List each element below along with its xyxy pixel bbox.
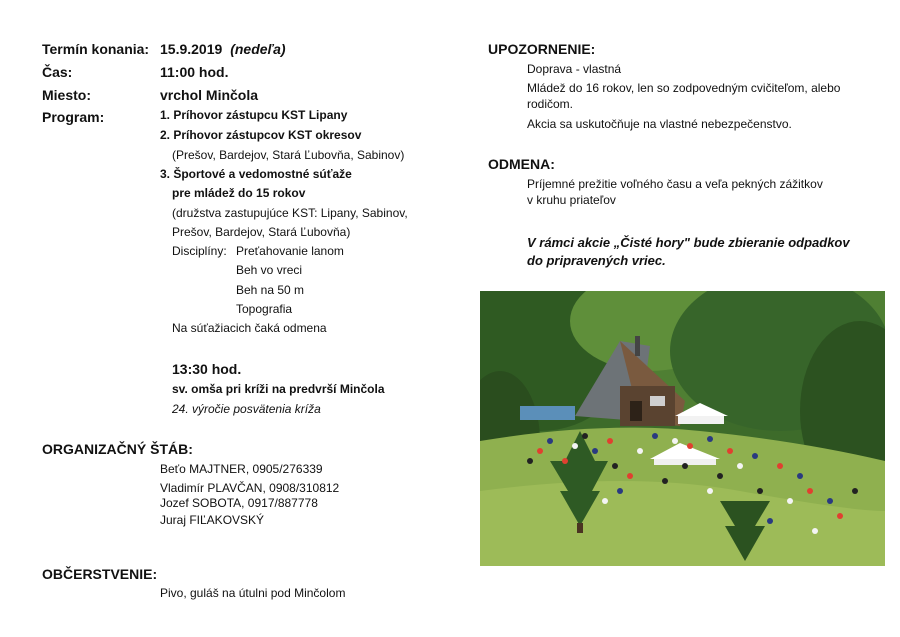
anniversary-text: 24. výročie posvätenia kríža <box>172 402 321 416</box>
mass-text: sv. omša pri kríži na predvrší Minčola <box>172 382 385 396</box>
reward-line-2: v kruhu priateľov <box>527 193 616 207</box>
staff-member: Beťo MAJTNER, 0905/276339 <box>160 462 323 476</box>
staff-member: Juraj FIĽAKOVSKÝ <box>160 513 265 527</box>
cleanup-line-2: do pripravených vriec. <box>527 253 666 268</box>
date-label: Termín konania: <box>42 41 150 57</box>
date-day: (nedeľa) <box>230 41 286 57</box>
program-item-3-note1: (družstva zastupujúce KST: Lipany, Sabinov, <box>172 206 408 220</box>
event-photo <box>480 291 885 566</box>
staff-member: Jozef SOBOTA, 0917/887778 <box>160 496 318 510</box>
staff-member: Vladimír PLAVČAN, 0908/310812 <box>160 481 340 495</box>
program-item-3-note2: Prešov, Bardejov, Stará Ľubovňa) <box>172 225 351 239</box>
cleanup-line-1: V rámci akcie „Čisté hory" bude zbieranie odpadkov <box>527 235 850 250</box>
program-item-3-line1: 3. Športové a vedomostné súťaže <box>160 167 352 181</box>
notice-heading: UPOZORNENIE: <box>488 41 596 57</box>
place-label: Miesto: <box>42 87 91 103</box>
program-item-3-line2: pre mládež do 15 rokov <box>172 186 306 200</box>
reward-line-1: Príjemné prežitie voľného času a veľa pekných zážitkov <box>527 177 823 191</box>
notice-line-2a: Mládež do 16 rokov, len so zodpovedným cvičiteľom, alebo <box>527 81 841 95</box>
time-label: Čas: <box>42 64 73 80</box>
notice-line-2b: rodičom. <box>527 97 574 111</box>
discipline-item: Preťahovanie lanom <box>236 244 344 258</box>
program-label: Program: <box>42 109 105 125</box>
program-item-1: 1. Príhovor zástupcu KST Lipany <box>160 108 348 122</box>
notice-line-3: Akcia sa uskutočňuje na vlastné nebezpečenstvo. <box>527 117 792 131</box>
discipline-item: Beh na 50 m <box>236 283 305 297</box>
program-item-2: 2. Príhovor zástupcov KST okresov <box>160 128 362 142</box>
date-number: 15.9.2019 <box>160 41 223 57</box>
reward-note: Na súťažiacich čaká odmena <box>172 321 327 335</box>
second-time: 13:30 hod. <box>172 361 242 377</box>
date-value <box>160 41 286 57</box>
discipline-item: Topografia <box>236 302 293 316</box>
time-value: 11:00 hod. <box>160 64 229 80</box>
program-item-2-note: (Prešov, Bardejov, Stará Ľubovňa, Sabinov) <box>172 148 405 162</box>
refreshments-text: Pivo, guláš na útulni pod Minčolom <box>160 586 346 600</box>
discipline-item: Beh vo vreci <box>236 263 303 277</box>
place-value: vrchol Minčola <box>160 87 259 103</box>
reward-heading: ODMENA: <box>488 156 555 172</box>
staff-heading: ORGANIZAČNÝ ŠTÁB: <box>42 441 193 457</box>
refreshments-heading: OBČERSTVENIE: <box>42 566 158 582</box>
notice-line-1: Doprava - vlastná <box>527 62 622 76</box>
disciplines-label: Disciplíny: <box>172 244 227 258</box>
